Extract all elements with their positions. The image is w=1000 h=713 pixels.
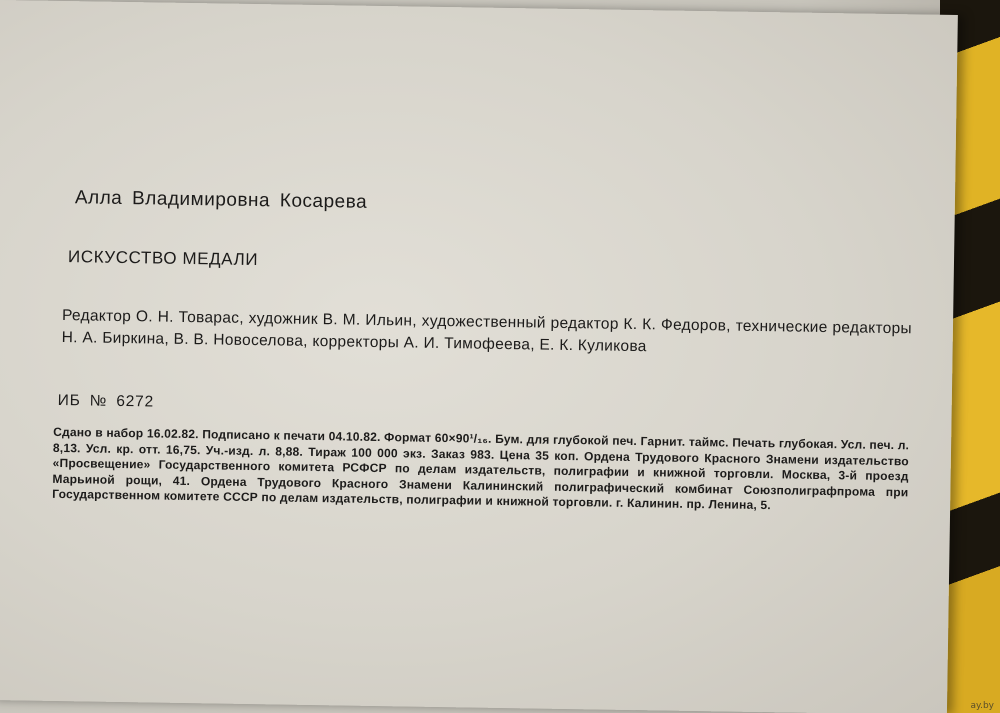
- editors-credits: Редактор О. Н. Товарас, художник В. М. Ильин, художественный редактор К. К. Федоров, технические редакторы Н. А. Биркина, В. В. Новоселова, корректоры А. И. Тимофеева, Е. К. Куликова: [61, 307, 913, 356]
- book-title: ИСКУССТВО МЕДАЛИ: [67, 247, 259, 270]
- ib-number: ИБ № 6272: [57, 391, 155, 411]
- imprint-details: Сдано в набор 16.02.82. Подписано к печати 04.10.82. Формат 60×90¹/₁₆. Бум. для глубокой печ. Гарнит. таймс. Печать глубокая. Усл. печ. л. 8,13. Усл. кр. отт. 16,75. Уч.-изд. л. 8,88. Тираж 100 000 экз. Заказ 983. Цена 35 коп. Ордена Трудового Красного Знамени издательство «Просвещение» Государственного комитета РСФСР по делам издательств, полиграфии и книжной торговли. Москва, 3-й проезд Марьиной рощи, 41. Ордена Трудового Красного Знамени Калининский полиграфический комбинат Союзполиграфпрома при Государственном комитете СССР по делам издательств, полиграфии и книжной торговли. г. Калинин. пр. Ленина, 5.: [52, 424, 910, 513]
- watermark: ay.by: [970, 701, 994, 711]
- author-name: Алла Владимировна Косарева: [74, 187, 368, 213]
